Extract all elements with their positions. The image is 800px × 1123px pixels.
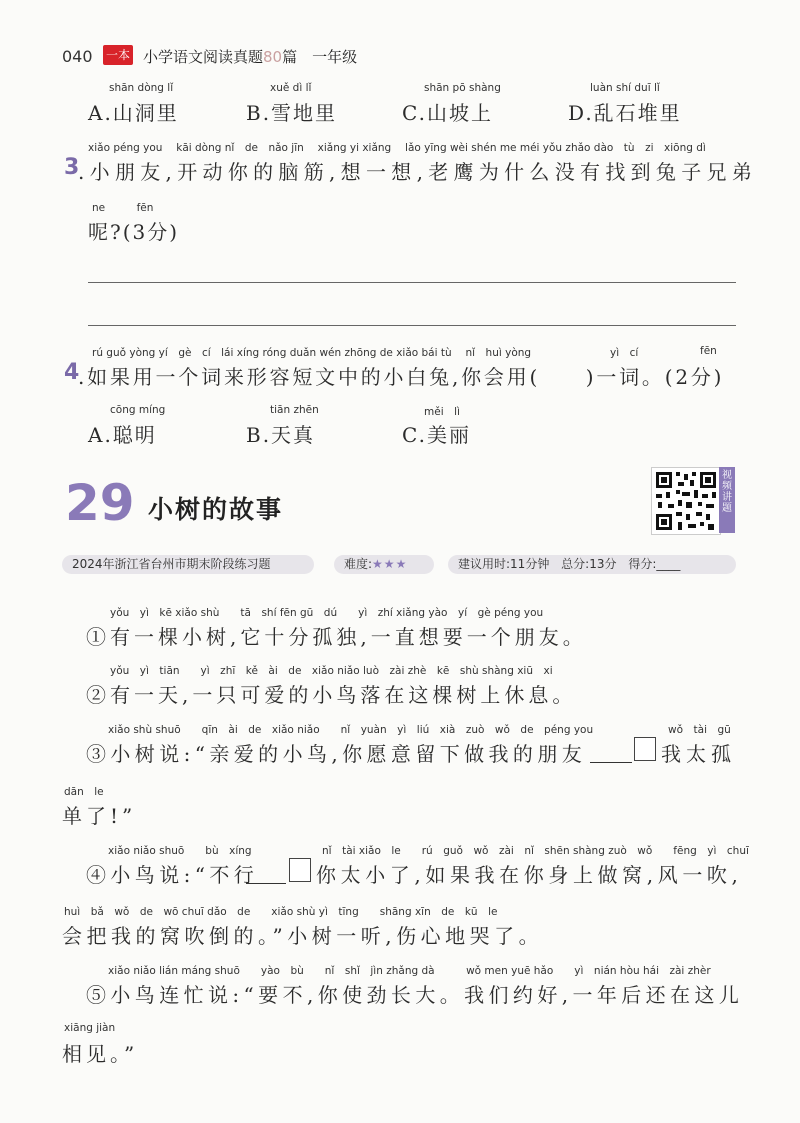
p3-punct-box[interactable] — [634, 737, 656, 761]
difficulty-label: 难度: — [344, 557, 373, 571]
q3-text-2: 呢?(3分) — [88, 220, 180, 244]
p3-pinyin-2: dān le — [64, 786, 104, 798]
section-title: 小树的故事 — [148, 495, 284, 524]
q2-options — [0, 82, 800, 132]
p4-text-b: 你太小了,如果我在你身上做窝,风一吹, — [316, 863, 743, 887]
q4-pinyin-2: yì cí — [610, 347, 639, 359]
p4-pinyin: xiǎo niǎo shuō bù xíng — [108, 845, 252, 857]
option-a-pinyin: shān dòng lǐ — [109, 82, 174, 94]
info-bar — [62, 555, 736, 574]
difficulty-stars: ★★★ — [372, 557, 408, 571]
paragraph-3-cont — [0, 784, 800, 834]
q3-number: 3 — [64, 155, 80, 180]
p3-text-b: 我太孤 — [661, 742, 736, 766]
source-label: 2024年浙江省台州市期末阶段练习题 — [62, 555, 314, 574]
total-score: 总分:13分 — [561, 557, 617, 571]
p4-text-2: 会把我的窝吹倒的。”小树一听,伤心地哭了。 — [62, 924, 544, 948]
q3-pinyin: xiǎo péng you kāi dòng nǐ de nǎo jīn xiǎng yi xiǎng lǎo yīng wèi shén me méi yǒu zhǎo dào tù zi xiōng dì — [88, 142, 706, 154]
q3-pinyin-2: ne fēn — [92, 202, 154, 214]
q3-text: .小朋友,开动你的脑筋,想一想,老鹰为什么没有找到兔子兄弟 — [78, 160, 758, 184]
q4-option-a: A.聪明 — [88, 423, 157, 447]
p3-text-a: ③小树说:“亲爱的小鸟,你愿意留下做我的朋友 — [86, 742, 587, 766]
question-4 — [0, 345, 800, 395]
section-number: 29 — [65, 474, 135, 532]
q4-text: .如果用一个词来形容短文中的小白兔,你会用( )一词。(2分) — [78, 365, 725, 389]
p4-pinyin-b: nǐ tài xiǎo le rú guǒ wǒ zài nǐ shēn shàng zuò wǒ fēng yì chuī — [322, 845, 749, 857]
option-c-pinyin: shān pō shàng — [424, 82, 501, 94]
p3-text-2: 单了!” — [62, 804, 137, 828]
q4-options — [0, 404, 800, 454]
book-title-part-a: 小学语文阅读真题 — [143, 48, 264, 66]
paragraph-1 — [0, 605, 800, 655]
q4-pinyin-3: fēn — [700, 345, 717, 357]
page-number: 040 — [62, 47, 93, 66]
p4-text-a: ④小鸟说:“不行 — [86, 863, 259, 887]
score-field[interactable]: 得分:____ — [628, 557, 681, 571]
book-title-part-b: 篇 一年级 — [282, 48, 358, 66]
q4-number: 4 — [64, 360, 80, 385]
p4-punct-blank[interactable] — [246, 883, 286, 884]
option-a: A.山洞里 — [88, 101, 179, 125]
p5-text: ⑤小鸟连忙说:“要不,你使劲长大。我们约好,一年后还在这儿 — [86, 983, 744, 1007]
p4-pinyin-2: huì bǎ wǒ de wō chuī dǎo de xiǎo shù yì tīng shāng xīn de kū le — [64, 906, 498, 918]
p5-pinyin-2: xiāng jiàn — [64, 1022, 116, 1034]
paragraph-5-cont — [0, 1022, 800, 1072]
p3-punct-blank[interactable] — [590, 762, 632, 763]
q4-option-b-pinyin: tiān zhēn — [270, 404, 319, 416]
p5-pinyin: xiǎo niǎo lián máng shuō yào bù nǐ shǐ jìn zhǎng dà wǒ men yuē hǎo yì nián hòu hái zài zhèr — [108, 965, 711, 977]
paragraph-5 — [0, 963, 800, 1013]
paragraph-4 — [0, 843, 800, 893]
q4-pinyin: rú guǒ yòng yí gè cí lái xíng róng duǎn wén zhōng de xiǎo bái tù nǐ huì yòng — [92, 347, 532, 359]
p2-text: ②有一天,一只可爱的小鸟落在这棵树上休息。 — [86, 683, 577, 707]
answer-line-1[interactable] — [88, 282, 736, 283]
p4-punct-box[interactable] — [289, 858, 311, 882]
q4-option-b: B.天真 — [246, 423, 316, 447]
book-title-number: 80 — [263, 48, 283, 66]
p3-pinyin: xiǎo shù shuō qīn ài de xiǎo niǎo nǐ yuàn yì liú xià zuò wǒ de péng you — [108, 724, 594, 736]
paragraph-3 — [0, 722, 800, 772]
option-b-pinyin: xuě dì lǐ — [270, 82, 312, 94]
suggested-time: 建议用时:11分钟 — [458, 557, 550, 571]
video-explain-tab[interactable]: 视频讲题 — [719, 467, 735, 533]
option-d: D.乱石堆里 — [568, 101, 682, 125]
paragraph-4-cont — [0, 904, 800, 954]
p3-pinyin-b: wǒ tài gū — [668, 724, 731, 736]
qr-code-icon — [652, 468, 720, 534]
time-score — [448, 555, 736, 574]
q4-option-c-pinyin: měi lì — [424, 406, 460, 418]
question-3-cont — [0, 200, 800, 250]
option-d-pinyin: luàn shí duī lǐ — [590, 82, 660, 94]
paragraph-2 — [0, 663, 800, 713]
q4-option-c: C.美丽 — [402, 423, 471, 447]
p1-text: ①有一棵小树,它十分孤独,一直想要一个朋友。 — [86, 625, 587, 649]
question-3 — [0, 140, 800, 190]
p1-pinyin: yǒu yì kē xiǎo shù tā shí fēn gū dú yì zhí xiǎng yào yí gè péng you — [110, 607, 544, 619]
p5-text-2: 相见。” — [62, 1042, 139, 1066]
option-c: C.山坡上 — [402, 101, 493, 125]
q4-option-a-pinyin: cōng míng — [110, 404, 166, 416]
publisher-logo: 一本 — [103, 45, 133, 65]
qr-code[interactable] — [651, 467, 721, 535]
p2-pinyin: yǒu yì tiān yì zhī kě ài de xiǎo niǎo luò zài zhè kē shù shàng xiū xi — [110, 665, 553, 677]
option-b: B.雪地里 — [246, 101, 338, 125]
answer-line-2[interactable] — [88, 325, 736, 326]
difficulty — [334, 555, 434, 574]
book-title — [143, 46, 357, 67]
